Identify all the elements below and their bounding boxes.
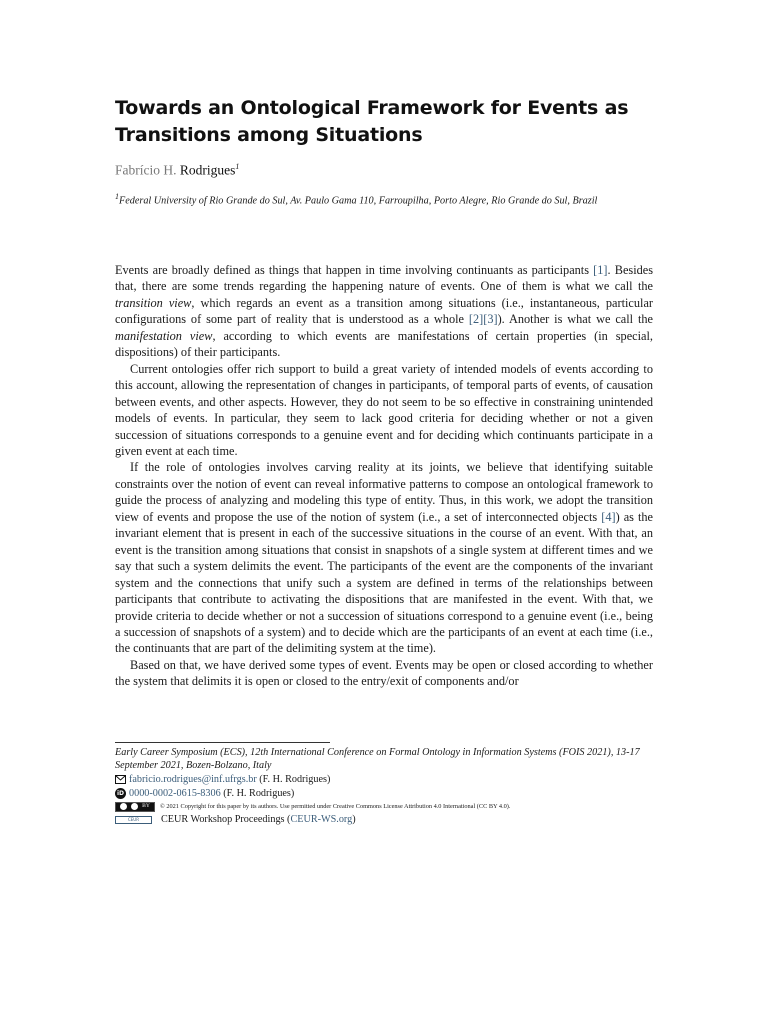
paper-body <box>115 262 653 690</box>
envelope-icon <box>115 775 126 784</box>
orcid-owner: (F. H. Rodrigues) <box>223 788 295 799</box>
paper-title: Towards an Ontological Framework for Events as Transitions among Situations <box>115 97 629 146</box>
ceur-close: ) <box>352 814 356 825</box>
author-affiliation-mark: 1 <box>235 162 240 171</box>
paragraph-3 <box>115 459 653 656</box>
text-run: . Besides that, there are some trends regarding the happening nature of events. One of them is what we call the <box>115 263 653 294</box>
venue-footnote: Early Career Symposium (ECS), 12th International Conference on Formal Ontology in Information Systems (FOIS 2021), 13-17 September 2021, Bozen-Bolzano, Italy <box>115 747 640 771</box>
ceur-line <box>115 813 356 826</box>
emphasis: transition view <box>115 295 192 310</box>
cc-by-badge-icon[interactable] <box>115 802 155 812</box>
orcid-icon: iD <box>116 790 125 797</box>
paragraph-4: Based on that, we have derived some types of event. Events may be open or closed according to whether the system that delimits it is open or closed to the entry/exit of components and/or <box>115 657 653 689</box>
paragraph-1 <box>115 262 653 361</box>
affiliation <box>115 192 597 206</box>
text-run: , which regards an event as a transition among situations (i.e., instantaneous, particular configurations of some part of reality that is understood as a whole <box>115 295 653 327</box>
affiliation-text: Federal University of Rio Grande do Sul, Av. Paulo Gama 110, Farroupilha, Porto Alegre, Rio Grande do Sul, Brazil <box>119 195 598 207</box>
footnote-rule <box>115 742 330 743</box>
text-run: Events are broadly defined as things that happen in time involving continuants as participants <box>115 263 594 277</box>
citation-link[interactable]: [2] <box>468 312 484 327</box>
text-run: ). Another is what we call the <box>497 312 653 327</box>
citation-link[interactable]: [1] <box>593 263 608 277</box>
email-link[interactable]: fabricio.rodrigues@inf.ufrgs.br <box>129 774 257 785</box>
text-run: ) as the invariant element that is present in each of the successive situations in the course of an event. With that, an event is the transition among situations that consist in snapshots of a single system at different times and we say that such a system delimits the event. The participants of the event are the components of the invariant system and the connections that unify such a system are defined in terms of the relationships between participants that contribute to activating the dispositions that are manifested in the event. With that, we provide criteria to decide whether or not a succession of situations correspond to a genuine event (i.e., being a succession of snapshots of a system) and to decide which are the participants of an event at each time (i.e., the continuants that are part of the delimiting system at the time). <box>115 509 654 656</box>
paragraph-2: Current ontologies offer rich support to build a great variety of intended models of events according to this account, allowing the representation of changes in participants, of temporal parts of events, of causation between events, and other aspects. However, they do not seem to be so effective in constraining unintended models of events. In particular, they seem to lack good criteria for deciding whether or not a given succession of situations corresponds to a genuine event and for deciding which continuants participate in a given event at each time. <box>115 361 653 458</box>
emphasis: manifestation view <box>115 328 213 343</box>
author-line <box>115 162 239 179</box>
author-family-name: Rodrigues <box>179 162 236 178</box>
license-line <box>115 800 510 813</box>
person-icon <box>131 803 138 810</box>
citation-link[interactable]: [3] <box>483 312 498 327</box>
orcid-link[interactable]: 0000-0002-0615-8306 <box>129 788 221 799</box>
text-run: , according to which events are manifestations of certain properties (in special, dispositions) of their participants. <box>115 328 653 360</box>
author-given-name: Fabrício H. <box>115 162 177 178</box>
orcid-line <box>115 787 294 800</box>
citation-link[interactable]: [4] <box>601 509 616 524</box>
affiliation-mark: 1 <box>115 192 119 201</box>
email-line <box>115 773 330 786</box>
text-run: If the role of ontologies involves carving reality at its joints, we believe that identifying suitable constraints over the notion of event can reveal informative patterns to compose an ontological framework to guide the process of analyzing and modeling this type of entity. Thus, in this work, we adopt the transition view of events and propose the use of the notion of system (i.e., a set of interconnected objects <box>115 460 653 524</box>
ceur-label: CEUR Workshop Proceedings ( <box>161 814 291 825</box>
copyright-text: © 2021 Copyright for this paper by its authors. Use permitted under Creative Commons License Attribution 4.0 International (CC BY 4.0). <box>160 803 511 810</box>
ceur-link[interactable]: CEUR-WS.org <box>290 814 353 825</box>
cc-badge-text: BY <box>142 803 150 809</box>
ceur-logo-icon: CEUR <box>115 816 152 824</box>
email-owner: (F. H. Rodrigues) <box>259 774 331 785</box>
cc-circle-icon <box>120 803 127 810</box>
